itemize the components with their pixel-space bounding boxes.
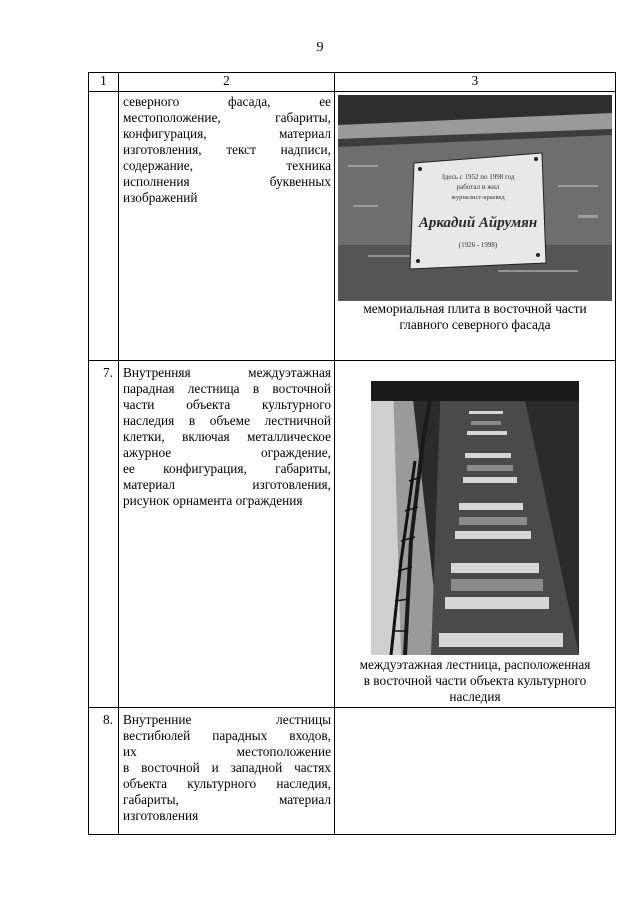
- row-number: 8.: [89, 708, 119, 835]
- plaque-years: (1926 - 1998): [458, 241, 498, 249]
- description-line: Внутренняя междуэтажная: [123, 365, 331, 380]
- description-line: в восточной и западной частях: [123, 760, 331, 775]
- description-line: Внутренние лестницы: [123, 712, 331, 727]
- page-number: 9: [316, 40, 324, 55]
- description-line: содержание, техника: [123, 158, 331, 173]
- objects-table: [88, 72, 616, 835]
- column-header-3: 3: [335, 73, 616, 92]
- column-header-2: 2: [119, 73, 335, 92]
- description-line: их местоположение: [123, 744, 331, 759]
- description-line: рисунок орнамента ограждения: [123, 493, 303, 508]
- plaque-name: Аркадий Айрумян: [418, 215, 538, 231]
- description-line: части объекта культурного: [123, 397, 331, 412]
- description-line: парадная лестница в восточной: [123, 381, 331, 396]
- description-line: объекта культурного наследия,: [123, 776, 331, 791]
- column-header-1: 1: [89, 73, 119, 92]
- staircase-photo: [371, 381, 579, 655]
- description-line: габариты, материал: [123, 792, 331, 807]
- photo-cell: [335, 361, 616, 708]
- row-description: [119, 708, 335, 835]
- memorial-plaque-photo: [338, 95, 612, 301]
- caption-line: главного северного фасада: [399, 317, 551, 332]
- description-line: северного фасада, ее: [123, 94, 331, 109]
- description-line: местоположение, габариты,: [123, 110, 331, 125]
- row-description: [119, 92, 335, 361]
- caption-line: в восточной части объекта культурного: [363, 673, 587, 688]
- photo-caption: [335, 301, 615, 333]
- description-line: исполнения буквенных: [123, 174, 331, 189]
- description-line: вестибюлей парадных входов,: [123, 728, 331, 743]
- description-line: изготовления, текст надписи,: [123, 142, 331, 157]
- row-number: 7.: [89, 361, 119, 708]
- caption-line: мемориальная плита в восточной части: [363, 301, 587, 316]
- caption-line: наследия: [449, 689, 501, 704]
- description-line: ее конфигурация, габариты,: [123, 461, 331, 476]
- table-row: [89, 92, 616, 361]
- plaque-text-line: журналист-краевед: [451, 194, 505, 201]
- table-header-row: [89, 73, 616, 92]
- description-line: наследия в объеме лестничной: [123, 413, 331, 428]
- description-line: ажурное ограждение,: [123, 445, 331, 460]
- table-row: [89, 708, 616, 835]
- row-description: [119, 361, 335, 708]
- photo-cell: [335, 92, 616, 361]
- caption-line: междуэтажная лестница, расположенная: [359, 657, 591, 672]
- table-row: [89, 361, 616, 708]
- description-line: клетки, включая металлическое: [123, 429, 331, 444]
- plaque-text-line: Здесь с 1952 по 1998 год: [441, 173, 515, 181]
- row-number: [89, 92, 119, 361]
- photo-caption: [335, 657, 615, 705]
- description-line: материал изготовления,: [123, 477, 331, 492]
- description-line: конфигурация, материал: [123, 126, 331, 141]
- description-line: изготовления: [123, 808, 199, 823]
- description-line: изображений: [123, 190, 198, 205]
- plaque-text-line: работал и жил: [456, 183, 500, 191]
- photo-cell-empty: [335, 708, 616, 835]
